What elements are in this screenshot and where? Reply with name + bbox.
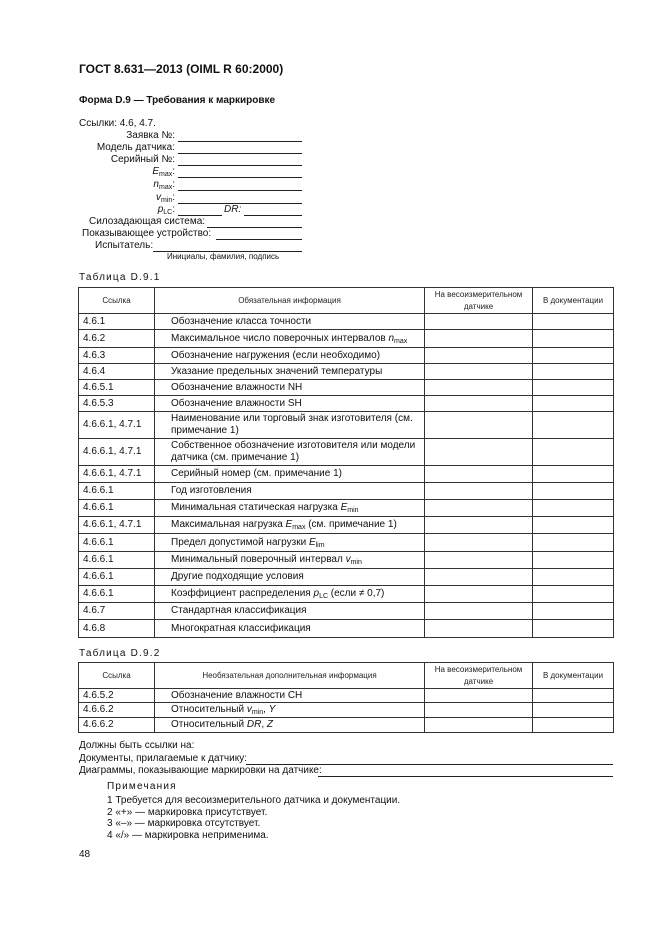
table-row bbox=[79, 552, 614, 569]
info-cell bbox=[155, 500, 425, 517]
nmax-field-line bbox=[178, 190, 302, 191]
table-row bbox=[79, 603, 614, 620]
scale-mark-cell[interactable] bbox=[425, 586, 533, 603]
docs-mark-cell[interactable] bbox=[533, 569, 614, 586]
ref-cell: 4.6.5.2 bbox=[79, 689, 155, 703]
info-text: Минимальный поверочный интервал bbox=[171, 554, 346, 565]
scale-mark-cell[interactable] bbox=[425, 483, 533, 500]
ref-cell: 4.6.6.1, 4.7.1 bbox=[79, 517, 155, 534]
table-row bbox=[79, 314, 614, 330]
table1-caption: Таблица D.9.1 bbox=[79, 272, 161, 283]
scale-mark-cell[interactable] bbox=[425, 364, 533, 380]
ref-cell: 4.6.6.1 bbox=[79, 586, 155, 603]
table2-header-ref: Ссылка bbox=[79, 663, 155, 689]
table-row bbox=[79, 396, 614, 412]
info-symbol: p bbox=[313, 588, 320, 599]
docs-mark-cell[interactable] bbox=[533, 620, 614, 638]
info-cell: Серийный номер (см. примечание 1) bbox=[155, 466, 425, 483]
docs-mark-cell[interactable] bbox=[533, 718, 614, 733]
table-row bbox=[79, 466, 614, 483]
docs-mark-cell[interactable] bbox=[533, 439, 614, 466]
info-text: Минимальная статическая нагрузка bbox=[171, 502, 341, 513]
info-cell: Многократная классификация bbox=[155, 620, 425, 638]
info-symbol: Z bbox=[266, 719, 273, 730]
info-text: Относительный bbox=[171, 719, 247, 730]
info-cell: Обозначение влажности SH bbox=[155, 396, 425, 412]
dr-label: DR: bbox=[224, 204, 242, 215]
docs-mark-cell[interactable] bbox=[533, 500, 614, 517]
scale-mark-cell[interactable] bbox=[425, 620, 533, 638]
table-row bbox=[79, 534, 614, 552]
info-cell bbox=[155, 586, 425, 603]
vmin-label: $v_{min}$: bbox=[155, 192, 175, 204]
info-subscript: min bbox=[251, 709, 264, 716]
scale-mark-cell[interactable] bbox=[425, 500, 533, 517]
info-subscript: lim bbox=[315, 541, 325, 549]
info-cell: Обозначение влажности NH bbox=[155, 380, 425, 396]
table-row bbox=[79, 703, 614, 718]
docs-mark-cell[interactable] bbox=[533, 348, 614, 364]
info-subscript: max bbox=[394, 337, 408, 345]
info-cell: Обозначение нагружения (если необходимо) bbox=[155, 348, 425, 364]
info-symbol: Y bbox=[268, 704, 276, 715]
info-cell: Обозначение класса точности bbox=[155, 314, 425, 330]
table-row bbox=[79, 439, 614, 466]
model-field-line bbox=[178, 153, 302, 154]
model-label: Модель датчика: bbox=[96, 142, 175, 153]
form-references: Ссылки: 4.6, 4.7. bbox=[79, 118, 156, 129]
info-cell bbox=[155, 718, 425, 733]
info-cell bbox=[155, 552, 425, 569]
table2-header-info: Необязательная дополнительная информация bbox=[155, 663, 425, 689]
docs-mark-cell[interactable] bbox=[533, 552, 614, 569]
note-1: 1 Требуется для весоизмерительного датчика и документации. bbox=[107, 795, 401, 806]
table-row bbox=[79, 330, 614, 348]
ref-cell: 4.6.6.1 bbox=[79, 483, 155, 500]
application-field-line bbox=[178, 141, 302, 142]
info-cell: Указание предельных значений температуры bbox=[155, 364, 425, 380]
docs-mark-cell[interactable] bbox=[533, 703, 614, 718]
ref-cell: 4.6.6.1 bbox=[79, 569, 155, 586]
table-row bbox=[79, 586, 614, 603]
table-row bbox=[79, 364, 614, 380]
application-label: Заявка №: bbox=[126, 130, 175, 141]
scale-mark-cell[interactable] bbox=[425, 689, 533, 703]
info-subscript: max bbox=[292, 524, 306, 531]
docs-mark-cell[interactable] bbox=[533, 396, 614, 412]
diagrams-field-line bbox=[318, 776, 613, 777]
scale-mark-cell[interactable] bbox=[425, 348, 533, 364]
scale-mark-cell[interactable] bbox=[425, 603, 533, 620]
docs-mark-cell[interactable] bbox=[533, 517, 614, 534]
ref-cell: 4.6.6.2 bbox=[79, 703, 155, 718]
table1-header-info: Обязательная информация bbox=[155, 288, 425, 314]
table-row bbox=[79, 620, 614, 638]
info-cell: Стандартная классификация bbox=[155, 603, 425, 620]
scale-mark-cell[interactable] bbox=[425, 552, 533, 569]
table-row bbox=[79, 348, 614, 364]
ref-cell: 4.6.8 bbox=[79, 620, 155, 638]
force-system-field-line bbox=[207, 227, 302, 228]
info-cell bbox=[155, 517, 425, 534]
info-cell bbox=[155, 534, 425, 552]
ref-cell: 4.6.6.1 bbox=[79, 500, 155, 517]
info-cell: Наименование или торговый знак изготовителя (см. примечание 1) bbox=[155, 412, 425, 439]
info-text-suffix: , bbox=[261, 719, 267, 730]
tester-hint: Инициалы, фамилия, подпись bbox=[167, 252, 280, 261]
form-title: Форма D.9 — Требования к маркировке bbox=[79, 95, 276, 106]
info-symbol: n bbox=[388, 332, 395, 344]
info-text-suffix: (если ≠ 0,7) bbox=[328, 588, 385, 599]
tester-label: Испытатель: bbox=[95, 240, 154, 251]
ref-cell: 4.6.6.1, 4.7.1 bbox=[79, 439, 155, 466]
docs-mark-cell[interactable] bbox=[533, 586, 614, 603]
table-row bbox=[79, 569, 614, 586]
note-2: 2 «+» — маркировка присутствует. bbox=[107, 807, 268, 818]
ref-cell: 4.6.5.1 bbox=[79, 380, 155, 396]
info-text-suffix: (см. примечание 1) bbox=[305, 519, 397, 530]
info-cell bbox=[155, 703, 425, 718]
indicator-field-line bbox=[216, 239, 302, 240]
serial-label: Серийный №: bbox=[110, 154, 175, 165]
table-row bbox=[79, 483, 614, 500]
scale-mark-cell[interactable] bbox=[425, 380, 533, 396]
ref-cell: 4.6.5.3 bbox=[79, 396, 155, 412]
scale-mark-cell[interactable] bbox=[425, 718, 533, 733]
info-subscript: min bbox=[347, 507, 359, 514]
scale-mark-cell[interactable] bbox=[425, 314, 533, 330]
documents-label: Документы, прилагаемые к датчику: bbox=[79, 753, 247, 764]
table1-header-docs: В документации bbox=[533, 288, 614, 314]
scale-mark-cell[interactable] bbox=[425, 412, 533, 439]
emax-label: $E_{max}$: bbox=[152, 166, 175, 178]
table-row bbox=[79, 412, 614, 439]
info-subscript: LC bbox=[319, 593, 329, 600]
info-text: Коэффициент распределения bbox=[171, 588, 314, 599]
table1-header-scale: На весоизмерительном датчике bbox=[425, 288, 533, 314]
ref-cell: 4.6.2 bbox=[79, 330, 155, 348]
table-row bbox=[79, 689, 614, 703]
plc-label: $p_{LC}$: bbox=[157, 204, 175, 216]
docs-mark-cell[interactable] bbox=[533, 534, 614, 552]
table2-header-row bbox=[79, 663, 614, 689]
docs-mark-cell[interactable] bbox=[533, 603, 614, 620]
table1 bbox=[78, 287, 614, 638]
table1-header-row bbox=[79, 288, 614, 314]
table-row bbox=[79, 517, 614, 534]
info-symbol: DR bbox=[246, 719, 262, 730]
info-cell: Собственное обозначение изготовителя или модели датчика (см. примечание 1) bbox=[155, 439, 425, 466]
ref-cell: 4.6.7 bbox=[79, 603, 155, 620]
ref-cell: 4.6.1 bbox=[79, 314, 155, 330]
document-header: ГОСТ 8.631—2013 (OIML R 60:2000) bbox=[79, 62, 284, 76]
table2-caption: Таблица D.9.2 bbox=[79, 648, 161, 659]
info-cell: Другие подходящие условия bbox=[155, 569, 425, 586]
note-4: 4 «/» — маркировка неприменима. bbox=[107, 830, 269, 841]
notes-title: Примечания bbox=[107, 781, 177, 792]
indicator-label: Показывающее устройство: bbox=[82, 228, 212, 239]
ref-cell: 4.6.6.1, 4.7.1 bbox=[79, 412, 155, 439]
ref-cell: 4.6.6.1 bbox=[79, 534, 155, 552]
ref-cell: 4.6.4 bbox=[79, 364, 155, 380]
page-number: 48 bbox=[79, 849, 91, 860]
docs-mark-cell[interactable] bbox=[533, 412, 614, 439]
scale-mark-cell[interactable] bbox=[425, 517, 533, 534]
table1-header-ref: Ссылка bbox=[79, 288, 155, 314]
docs-mark-cell[interactable] bbox=[533, 330, 614, 348]
table-row bbox=[79, 718, 614, 733]
ref-cell: 4.6.6.2 bbox=[79, 718, 155, 733]
dr-field-line bbox=[244, 215, 302, 216]
ref-cell: 4.6.6.1, 4.7.1 bbox=[79, 466, 155, 483]
table2 bbox=[78, 662, 614, 733]
scale-mark-cell[interactable] bbox=[425, 396, 533, 412]
docs-mark-cell[interactable] bbox=[533, 466, 614, 483]
docs-mark-cell[interactable] bbox=[533, 483, 614, 500]
docs-mark-cell[interactable] bbox=[533, 314, 614, 330]
diagrams-label: Диаграммы, показывающие маркировки на датчике: bbox=[79, 765, 322, 776]
info-cell: Обозначение влажности CH bbox=[155, 689, 425, 703]
docs-mark-cell[interactable] bbox=[533, 689, 614, 703]
info-text: Относительный bbox=[171, 704, 247, 715]
info-subscript: min bbox=[350, 559, 362, 566]
force-system-label: Силозадающая система: bbox=[89, 216, 206, 227]
table-row bbox=[79, 380, 614, 396]
links-intro: Должны быть ссылки на: bbox=[79, 740, 195, 751]
info-cell bbox=[155, 330, 425, 348]
table2-header-scale: На весоизмерительном датчике bbox=[425, 663, 533, 689]
info-symbol: E bbox=[308, 536, 316, 548]
table2-header-docs: В документации bbox=[533, 663, 614, 689]
info-symbol: E bbox=[340, 502, 348, 513]
docs-mark-cell[interactable] bbox=[533, 364, 614, 380]
info-text: Максимальное число поверочных интервалов bbox=[171, 332, 389, 344]
info-text: Максимальная нагрузка bbox=[171, 519, 286, 530]
docs-mark-cell[interactable] bbox=[533, 380, 614, 396]
info-symbol: E bbox=[285, 519, 293, 530]
emax-field-line bbox=[178, 177, 302, 178]
info-symbol: v bbox=[345, 554, 351, 565]
ref-cell: 4.6.3 bbox=[79, 348, 155, 364]
info-text: Предел допустимой нагрузки bbox=[171, 536, 309, 548]
scale-mark-cell[interactable] bbox=[425, 439, 533, 466]
nmax-label: $n_{max}$: bbox=[153, 179, 175, 191]
ref-cell: 4.6.6.1 bbox=[79, 552, 155, 569]
scale-mark-cell[interactable] bbox=[425, 703, 533, 718]
scale-mark-cell[interactable] bbox=[425, 569, 533, 586]
info-cell: Год изготовления bbox=[155, 483, 425, 500]
info-text-suffix: , bbox=[263, 704, 269, 715]
note-3: 3 «–» — маркировка отсутствует. bbox=[107, 818, 261, 829]
info-symbol: v bbox=[246, 704, 252, 715]
serial-field-line bbox=[178, 165, 302, 166]
table-row bbox=[79, 500, 614, 517]
scale-mark-cell[interactable] bbox=[425, 330, 533, 348]
scale-mark-cell[interactable] bbox=[425, 534, 533, 552]
scale-mark-cell[interactable] bbox=[425, 466, 533, 483]
